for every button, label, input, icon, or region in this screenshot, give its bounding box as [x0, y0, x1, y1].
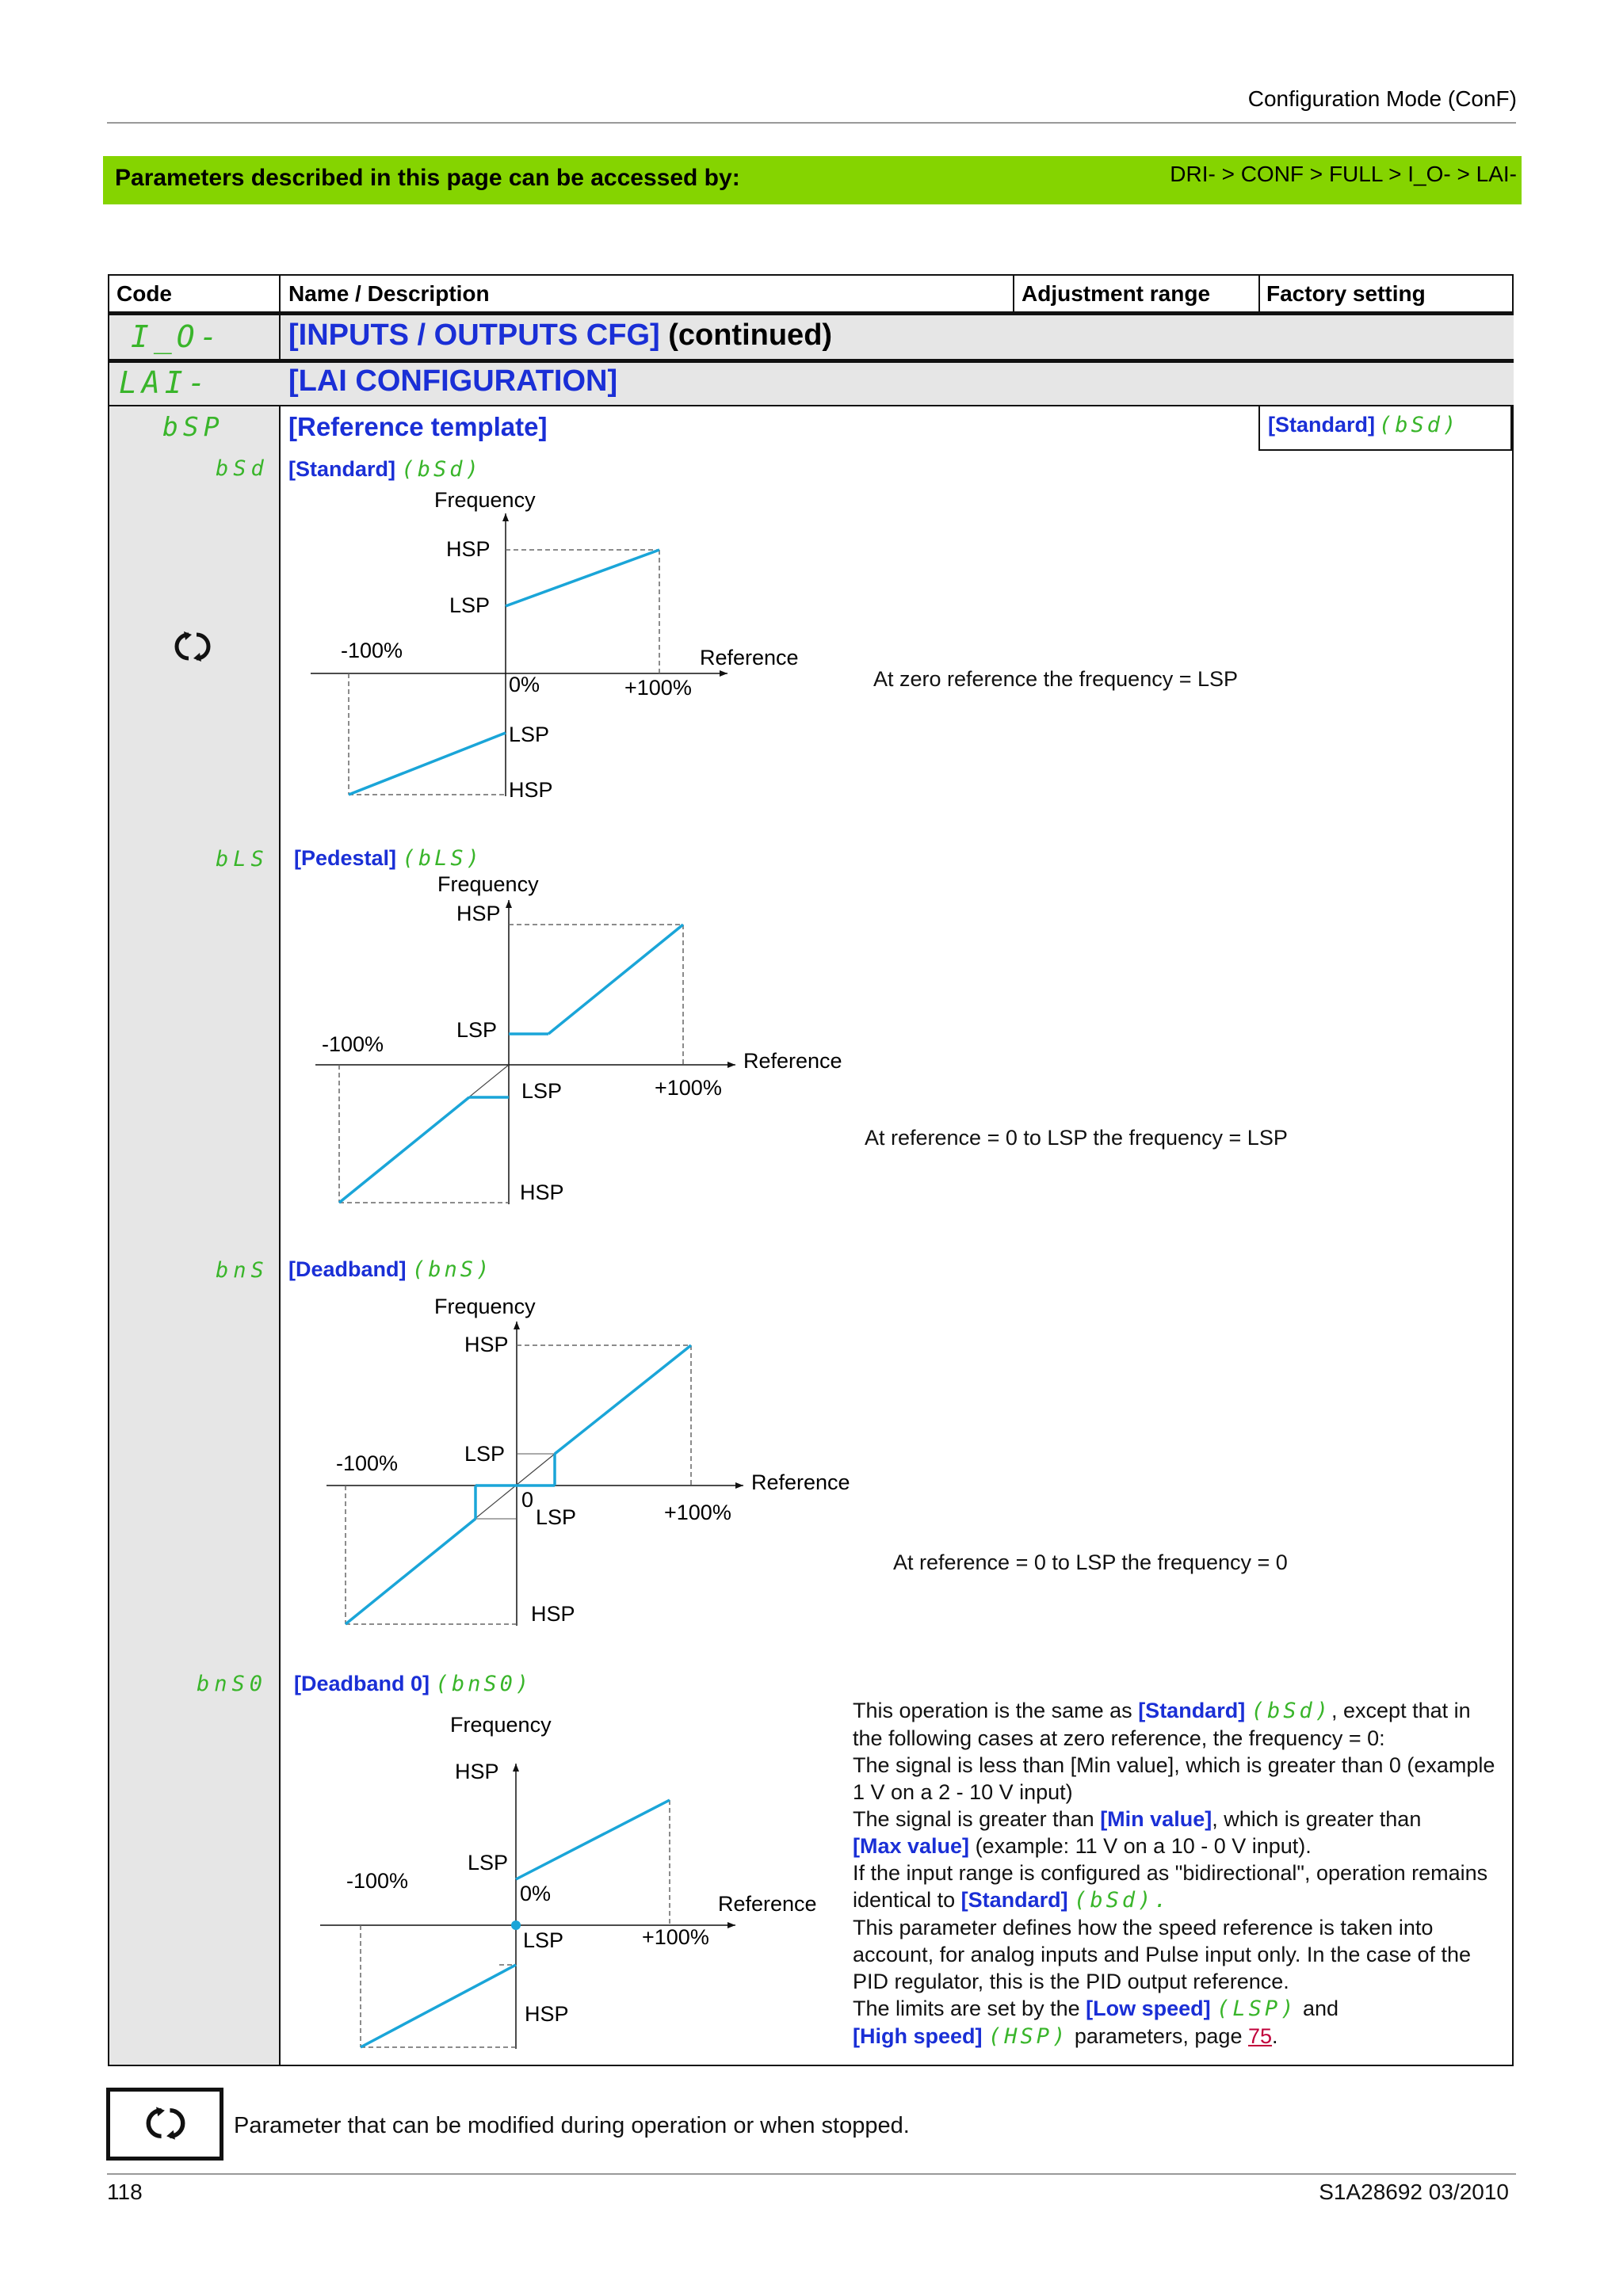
desc-text: This operation is the same as — [853, 1699, 1139, 1722]
page-link-75[interactable]: 75 — [1247, 2024, 1273, 2048]
menu-code-lai: LAI- — [119, 365, 211, 400]
banner-title: Parameters described in this page can be accessed by: — [115, 165, 740, 191]
chart-deadband-frequency: Frequency — [434, 1295, 536, 1318]
desc-low-speed-ref: [Low speed] — [1086, 1997, 1211, 2020]
option-note-deadband: At reference = 0 to LSP the frequency = 0 — [893, 1550, 1288, 1574]
factory-setting-code: bSd — [1395, 413, 1444, 437]
chart-deadband-reference: Reference — [751, 1470, 850, 1494]
rotate-icon — [146, 2103, 185, 2144]
option-code-bsd: bSd — [216, 456, 269, 481]
option-label-standard-wrap: [Standard] (bSd) — [288, 457, 482, 482]
chart-deadband0-zero: 0% — [520, 1882, 552, 1905]
chart-deadband0-lsp-neg: LSP — [523, 1928, 564, 1952]
desc-code: LSP — [1232, 1997, 1281, 2021]
legend-icon-box — [106, 2088, 223, 2161]
desc-high-speed-ref: [High speed] — [853, 2024, 983, 2048]
option-label-code-deadband: bnS — [428, 1257, 477, 1282]
column-header-name: Name / Description — [288, 281, 490, 306]
factory-setting-cell — [1258, 406, 1512, 451]
chart-pedestal-plus100: +100% — [655, 1076, 722, 1100]
menu-title-lai: [LAI CONFIGURATION] — [288, 364, 618, 398]
chart-deadband0-lsp: LSP — [468, 1851, 509, 1875]
chart-deadband — [317, 1283, 888, 1632]
chart-standard-lsp-neg: LSP — [509, 723, 550, 746]
menu-title-io — [288, 317, 832, 353]
page-number: 118 — [107, 2180, 143, 2204]
desc-code: bSd — [1090, 1888, 1139, 1913]
param-code: bSP — [162, 411, 224, 442]
chart-deadband-hsp: HSP — [464, 1333, 509, 1356]
chart-deadband0 — [317, 1703, 840, 2060]
desc-line-11: PID regulator, this is the PID output reference. — [853, 1970, 1289, 1993]
option-note-standard: At zero reference the frequency = LSP — [873, 667, 1239, 691]
desc-text: The signal is greater than — [853, 1807, 1101, 1831]
desc-line-3: The signal is less than [Min value], which is greater than 0 (example — [853, 1753, 1495, 1777]
chart-standard-hsp: HSP — [446, 537, 491, 561]
desc-line-9: This parameter defines how the speed reference is taken into — [853, 1916, 1434, 1939]
modifiable-running-icon — [174, 628, 211, 669]
chart-deadband-zero: 0 — [521, 1488, 534, 1512]
chart-deadband0-reference: Reference — [718, 1892, 817, 1916]
factory-setting-code-wrap: (bSd) — [1379, 413, 1460, 437]
banner-path: DRI- > CONF > FULL > I_O- > LAI- — [1170, 162, 1517, 186]
chart-standard-lsp: LSP — [449, 593, 491, 617]
chart-deadband0-hsp-neg: HSP — [525, 2002, 569, 2026]
legend-text: Parameter that can be modified during operation or when stopped. — [234, 2113, 910, 2138]
chart-standard-reference: Reference — [700, 646, 799, 669]
menu-code-io: I_O- — [131, 319, 223, 354]
chart-pedestal — [301, 871, 888, 1212]
chart-deadband-minus100: -100% — [336, 1451, 399, 1475]
desc-text: (example: 11 V on a 10 - 0 V input). — [969, 1834, 1312, 1858]
column-header-code: Code — [116, 281, 172, 306]
desc-line-2: the following cases at zero reference, the frequency = 0: — [853, 1726, 1385, 1750]
page-header-mode: Configuration Mode (ConF) — [1247, 86, 1517, 111]
chart-deadband0-frequency: Frequency — [450, 1713, 552, 1737]
desc-line-13: [High speed] (HSP) parameters, page 75. — [853, 2024, 1278, 2049]
option-label-pedestal-wrap: [Pedestal] (bLS) — [294, 846, 483, 871]
chart-pedestal-lsp: LSP — [456, 1018, 498, 1042]
chart-pedestal-minus100: -100% — [322, 1032, 384, 1056]
access-banner — [103, 156, 1522, 204]
desc-text: and — [1296, 1997, 1339, 2020]
desc-line-10: account, for analog inputs and Pulse input only. In the case of the — [853, 1943, 1472, 1966]
factory-setting-label: [Standard] — [1268, 413, 1375, 437]
option-label-deadband0-wrap: [Deadband 0] (bnS0) — [294, 1672, 533, 1696]
column-header-factory: Factory setting — [1266, 281, 1426, 306]
footer-rule — [107, 2173, 1516, 2175]
desc-line-7: If the input range is configured as "bidirectional", operation remains — [853, 1861, 1488, 1885]
desc-text: , which is greater than — [1212, 1807, 1422, 1831]
option-label-deadband-wrap: [Deadband] (bnS) — [288, 1257, 493, 1282]
option-label-pedestal: [Pedestal] — [294, 846, 397, 870]
desc-line-8: identical to [Standard] (bSd). — [853, 1888, 1170, 1913]
chart-standard-hsp-neg: HSP — [509, 778, 553, 802]
option-label-code-pedestal: bLS — [418, 846, 467, 871]
desc-code: bSd — [1266, 1699, 1316, 1723]
chart-deadband0-plus100: +100% — [642, 1925, 709, 1949]
document-reference: S1A28692 03/2010 — [1319, 2180, 1509, 2204]
desc-line-6 — [853, 1833, 1510, 1859]
option-label-standard: [Standard] — [288, 457, 395, 481]
desc-line-4: 1 V on a 2 - 10 V input) — [853, 1780, 1073, 1804]
desc-text: identical to — [853, 1888, 961, 1912]
desc-text: . — [1154, 1888, 1170, 1913]
desc-text: parameters, page — [1068, 2024, 1248, 2048]
column-header-range: Adjustment range — [1022, 281, 1211, 306]
chart-pedestal-reference: Reference — [743, 1049, 842, 1073]
desc-standard-ref: [Standard] — [1138, 1699, 1246, 1722]
option-label-code-standard: bSd — [417, 457, 466, 482]
chart-deadband-plus100: +100% — [664, 1501, 731, 1524]
desc-text: , except that in — [1331, 1699, 1471, 1722]
option-note-pedestal: At reference = 0 to LSP the frequency = LSP — [865, 1126, 1288, 1150]
chart-deadband-hsp-neg: HSP — [531, 1602, 575, 1626]
chart-standard — [301, 483, 872, 816]
option-code-bns0: bnS0 — [197, 1672, 268, 1696]
param-title: [Reference template] — [288, 412, 548, 441]
chart-pedestal-hsp: HSP — [456, 902, 501, 925]
chart-deadband-lsp: LSP — [464, 1442, 506, 1466]
col-divider — [279, 315, 281, 360]
option-label-code-deadband0: bnS0 — [451, 1672, 516, 1696]
desc-line-12: The limits are set by the [Low speed] (LSP) and — [853, 1997, 1339, 2021]
chart-deadband0-hsp: HSP — [455, 1760, 499, 1783]
option-code-bns: bnS — [216, 1258, 269, 1283]
chart-deadband0-minus100: -100% — [346, 1869, 409, 1893]
chart-pedestal-hsp-neg: HSP — [520, 1180, 564, 1204]
option-label-deadband: [Deadband] — [288, 1257, 407, 1281]
menu-title-continued: (continued) — [659, 318, 833, 352]
chart-standard-plus100: +100% — [624, 676, 692, 700]
desc-standard-ref: [Standard] — [960, 1888, 1068, 1912]
col-divider — [279, 276, 281, 2065]
option-label-deadband0: [Deadband 0] — [294, 1672, 430, 1695]
desc-code: HSP — [1004, 2024, 1053, 2049]
chart-standard-frequency: Frequency — [434, 488, 536, 512]
deadband0-description — [853, 1697, 1510, 2050]
desc-line-1: This operation is the same as [Standard] (bSd), except that in — [853, 1699, 1471, 1723]
chart-pedestal-lsp-neg: LSP — [521, 1079, 563, 1103]
desc-text: The limits are set by the — [853, 1997, 1086, 2020]
option-code-bls: bLS — [216, 847, 269, 871]
chart-pedestal-frequency: Frequency — [437, 872, 539, 896]
desc-max-value-ref: [Max value] — [853, 1834, 970, 1858]
col-divider — [1013, 276, 1014, 312]
col-divider — [1258, 276, 1260, 312]
header-rule — [107, 122, 1516, 124]
desc-text: . — [1272, 2024, 1278, 2048]
chart-deadband-lsp-neg: LSP — [536, 1505, 577, 1529]
chart-standard-zero: 0% — [509, 673, 540, 696]
menu-title-io-name: [INPUTS / OUTPUTS CFG] — [288, 318, 660, 352]
desc-min-value-ref: [Min value] — [1100, 1807, 1212, 1831]
chart-standard-minus100: -100% — [341, 639, 403, 662]
desc-line-5 — [853, 1806, 1510, 1833]
